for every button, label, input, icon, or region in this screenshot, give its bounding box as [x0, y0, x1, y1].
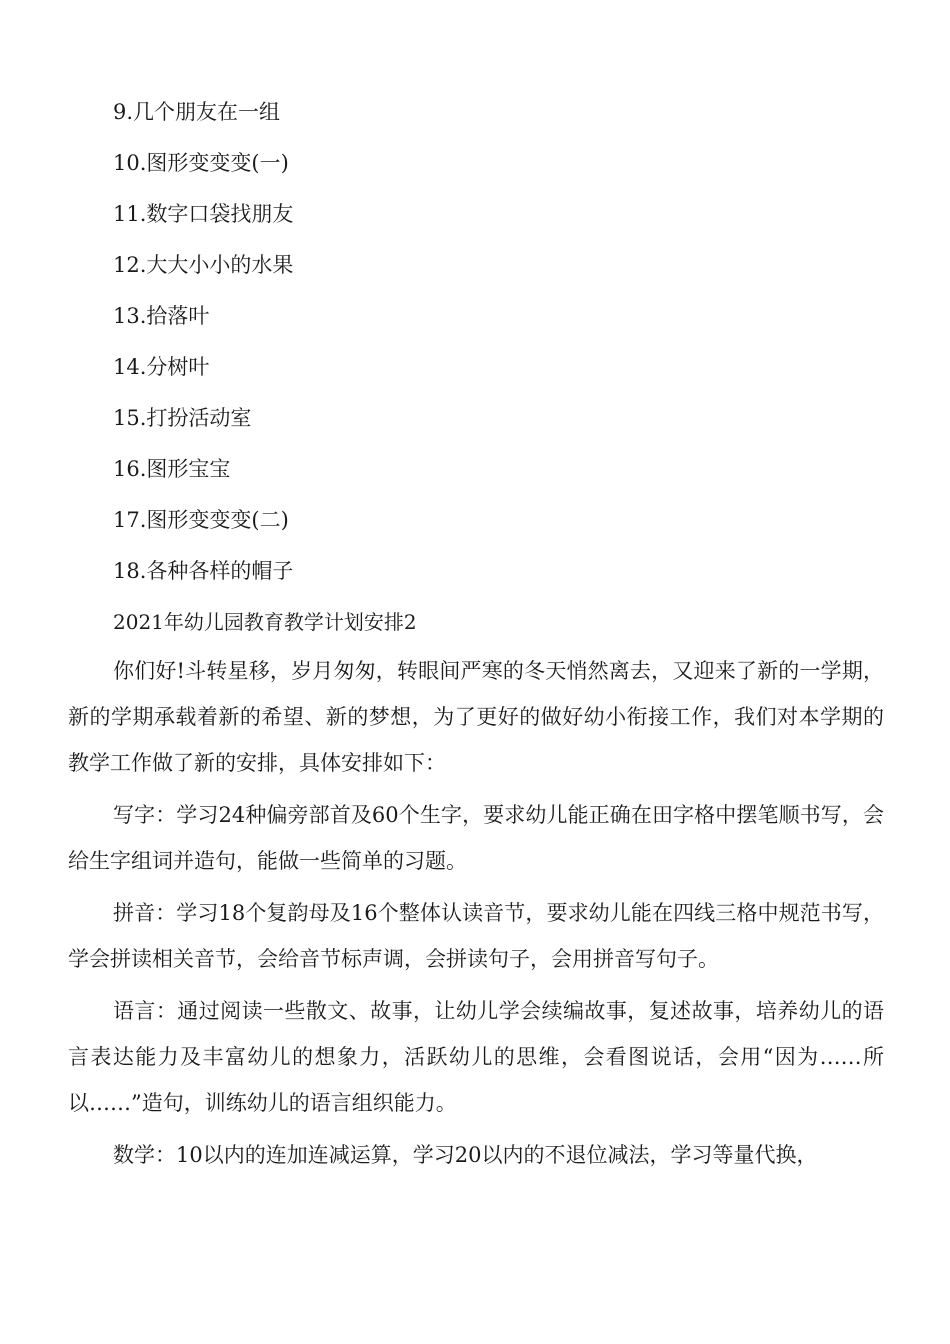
pinyin-paragraph: 拼音：学习18个复韵母及16个整体认读音节，要求幼儿能在四线三格中规范书写，学会拼读相关音节，会给音节标声调，会拼读句子，会用拼音写句子。 [68, 901, 884, 971]
body-text [68, 648, 884, 1184]
list-item: 9.几个朋友在一组 [113, 100, 281, 124]
intro-paragraph: 你们好!斗转星移，岁月匆匆，转眼间严寒的冬天悄然离去，又迎来了新的一学期，新的学期承载着新的希望、新的梦想，为了更好的做好幼小衔接工作，我们对本学期的教学工作做了新的安排，具体安排如下： [68, 659, 884, 775]
list-item: 14.分树叶 [113, 355, 210, 379]
list-item: 17.图形变变变(二) [113, 508, 289, 532]
list-item: 11.数字口袋找朋友 [113, 202, 294, 226]
writing-paragraph: 写字：学习24种偏旁部首及60个生字，要求幼儿能正确在田字格中摆笔顺书写，会给生字组词并造句，能做一些简单的习题。 [68, 803, 884, 873]
list-item: 15.打扮活动室 [113, 406, 252, 430]
list-item: 13.拾落叶 [113, 304, 210, 328]
list-item: 10.图形变变变(一) [113, 151, 289, 175]
language-paragraph: 语言：通过阅读一些散文、故事，让幼儿学会续编故事，复述故事，培养幼儿的语言表达能力及丰富幼儿的想象力，活跃幼儿的思维，会看图说话，会用“因为……所以……”造句，训练幼儿的语言组织能力。 [68, 999, 884, 1115]
list-item: 12.大大小小的水果 [113, 253, 294, 277]
activity-list [113, 92, 293, 602]
list-item: 18.各种各样的帽子 [113, 559, 294, 583]
section-heading: 2021年幼儿园教育教学计划安排2 [113, 610, 417, 634]
math-paragraph: 数学：10以内的连加连减运算，学习20以内的不退位减法，学习等量代换， [113, 1143, 818, 1167]
list-item: 16.图形宝宝 [113, 457, 231, 481]
